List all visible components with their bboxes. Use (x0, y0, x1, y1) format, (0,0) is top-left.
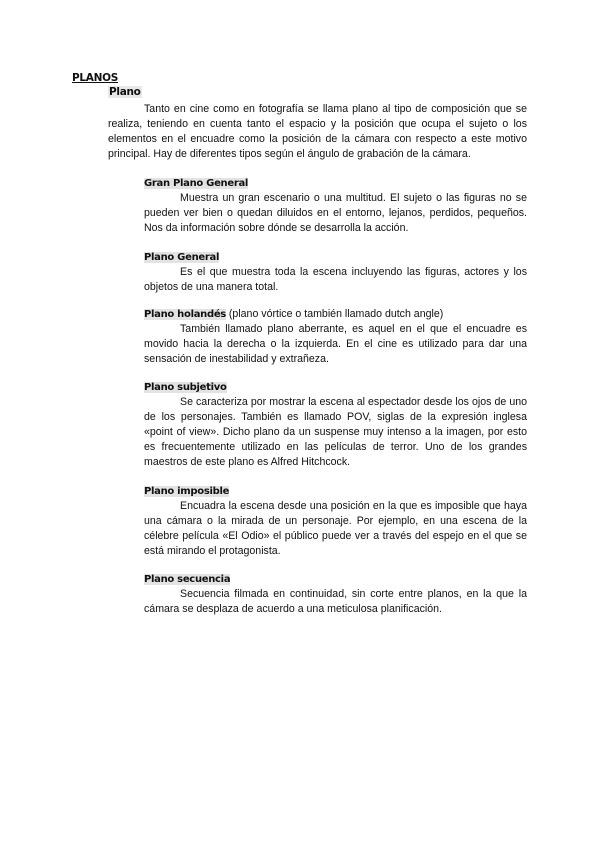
section-plano-imposible (144, 484, 527, 559)
section-body: También llamado plano aberrante, es aquel en el que el encuadre es movido hacia la derecha o la izquierda. En el cine es utilizado para dar una sensación de inestabilidad y extrañeza. (144, 323, 527, 365)
section-body: Secuencia filmada en continuidad, sin corte entre planos, en la que la cámara se desplaza de acuerdo a una meticulosa planificación. (144, 588, 527, 615)
section-heading-line (144, 572, 527, 587)
section-heading: Plano General (144, 252, 220, 263)
section-heading: Plano imposible (144, 486, 230, 497)
intro-paragraph: Tanto en cine como en fotografía se llama plano al tipo de composición que se realiza, teniendo en cuenta tanto el espacio y la posición que ocupa el sujeto o los elementos en el encuadre como la posición de la cámara con respecto a este motivo principal. Hay de diferentes tipos según el ángulo de grabación de la cámara. (108, 103, 527, 160)
section-heading-line (144, 307, 527, 322)
section-plano-secuencia (144, 572, 527, 617)
section-heading-line (144, 380, 527, 395)
section-heading-note: (plano vórtice o también llamado dutch angle) (225, 308, 444, 320)
page-title: PLANOS (72, 72, 118, 84)
section-plano-holandes (144, 307, 527, 367)
section-heading-line (144, 176, 527, 191)
section-subtitle: Plano (109, 86, 141, 98)
section-body: Muestra un gran escenario o una multitud. El sujeto o las figuras no se pueden ver bien o quedan diluidos en el entorno, lejanos, perdidos, pequeños. Nos da información sobre dónde se desarrolla la acción. (144, 192, 527, 234)
section-plano-subjetivo (144, 380, 527, 470)
section-plano-general (144, 250, 527, 295)
section-heading-line (144, 484, 527, 499)
section-body: Encuadra la escena desde una posición en la que es imposible que haya una cámara o la mirada de un personaje. Por ejemplo, en una escena de la célebre película «El Odio» el público puede ver a través del espejo en el que se está mirando el protagonista. (144, 500, 527, 557)
section-heading-line (144, 250, 527, 265)
section-gran-plano-general (144, 176, 527, 236)
section-heading: Plano holandés (144, 309, 226, 320)
section-heading: Plano secuencia (144, 574, 231, 585)
section-body: Es el que muestra toda la escena incluyendo las figuras, actores y los objetos de una manera total. (144, 266, 527, 293)
section-body: Se caracteriza por mostrar la escena al espectador desde los ojos de uno de los personajes. También es llamado POV, siglas de la expresión inglesa «point of view». Dicho plano da un suspense muy intenso a la imagen, por esto es frecuentemente utilizado en las películas de terror. Uno de los grandes maestros de este plano es Alfred Hitchcock. (144, 396, 527, 468)
section-heading: Plano subjetivo (144, 382, 227, 393)
section-heading: Gran Plano General (144, 178, 249, 189)
